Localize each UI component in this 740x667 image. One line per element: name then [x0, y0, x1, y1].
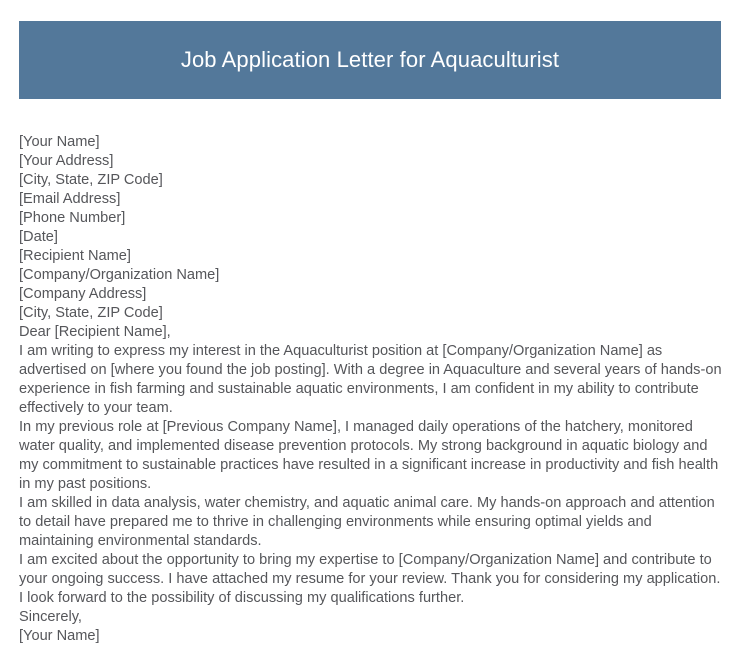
- page-title: Job Application Letter for Aquaculturist: [180, 46, 560, 72]
- recipient-address-block: [19, 247, 723, 323]
- sender-line-name: [Your Name]: [19, 134, 100, 150]
- salutation: Dear [Recipient Name],: [19, 324, 171, 340]
- signature-line: [Your Name]: [19, 628, 100, 644]
- letter-paragraph-1: I am writing to express my interest in the Aquaculturist position at [Company/Organization Name] as advertised on [where you found the job posting]. With a degree in Aquaculture and several years of hands-on experience in fish farming and sustainable aquatic environments, I am confident in my ability to contribute effectively to your team.: [19, 343, 722, 416]
- sender-line-date: [Date]: [19, 229, 58, 245]
- letter-paragraph-4: I am excited about the opportunity to bring my expertise to [Company/Organization Name] and contribute to your ongoing success. I have attached my resume for your review. Thank you for considering my application. I look forward to the possibility of discussing my qualifications further.: [19, 552, 721, 606]
- letter-paragraph-3: I am skilled in data analysis, water chemistry, and aquatic animal care. My hands-on approach and attention to detail have prepared me to thrive in challenging environments while ensuring optimal yields and maintaining environmental standards.: [19, 495, 715, 549]
- letter-body: [19, 133, 723, 646]
- sender-address-block: [19, 133, 723, 247]
- sender-line-address: [Your Address]: [19, 153, 114, 169]
- recipient-line-name: [Recipient Name]: [19, 248, 131, 264]
- recipient-line-address: [Company Address]: [19, 286, 147, 302]
- sender-line-email: [Email Address]: [19, 191, 121, 207]
- sender-line-phone: [Phone Number]: [19, 210, 126, 226]
- sender-line-city: [City, State, ZIP Code]: [19, 172, 163, 188]
- recipient-line-company: [Company/Organization Name]: [19, 267, 220, 283]
- letter-paragraph-2: In my previous role at [Previous Company Name], I managed daily operations of the hatchery, monitored water quality, and implemented disease prevention protocols. My strong background in aquatic biology and my commitment to sustainable practices have resulted in a significant increase in productivity and fish health in my past positions.: [19, 419, 719, 492]
- letter-header-banner: [19, 21, 721, 99]
- recipient-line-city: [City, State, ZIP Code]: [19, 305, 163, 321]
- closing-line: Sincerely,: [19, 609, 82, 625]
